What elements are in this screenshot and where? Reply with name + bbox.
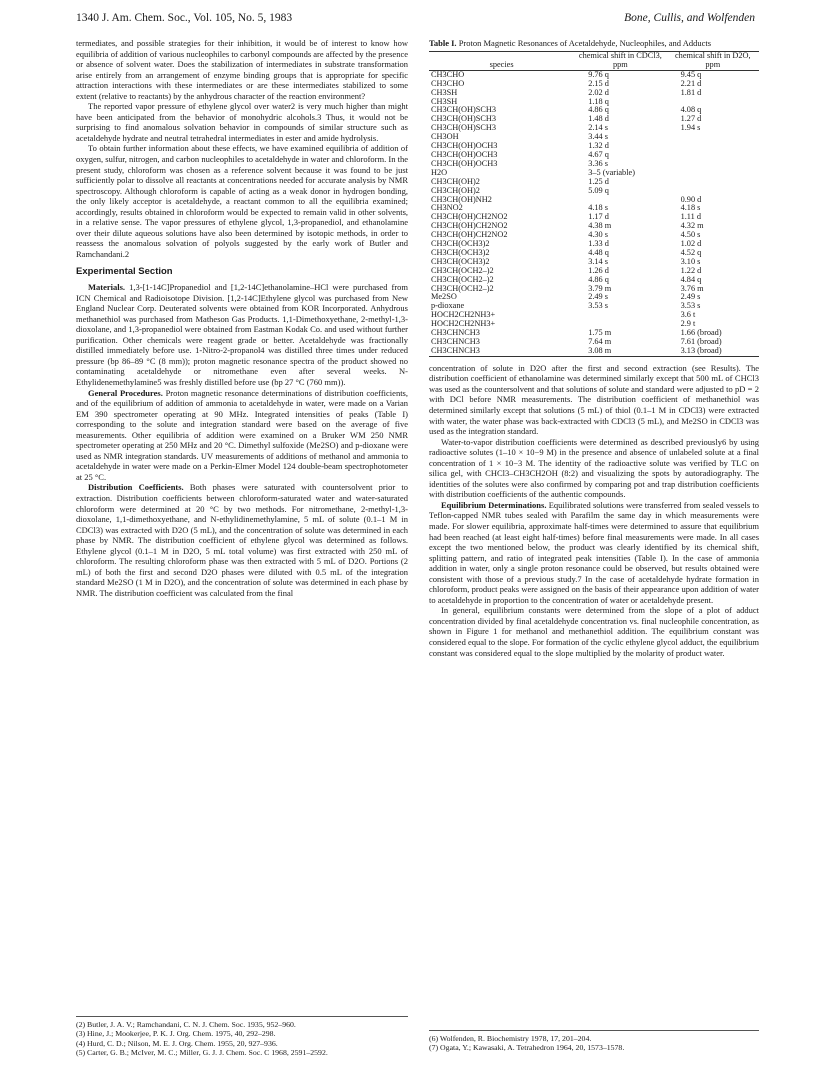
table-cell-d2o: 4.32 m [680,221,704,231]
footnote: (7) Ogata, Y.; Kawasaki, A. Tetrahedron 1964, 20, 1573–1578. [429,1043,625,1053]
table-cell-cdcl3: 4.30 s [588,230,609,240]
table-cell-species: CH3CHO [431,78,465,88]
equilibrium-text: Equilibrated solutions were transferred from sealed vessels to Teflon-capped NMR tubes sealed with Parafilm the same day in which measurements were made. For slower equilibria, approximate half-times were determined to assure that equilibrium had been reached (at least eight half-times) before final measurements were made. In all cases except the two mentioned below, the product was clearly identified by its chemical shift, splitting pattern, and ratio of integrated peak intensities (Table I). In the case of ammonia addition in water, only a single proton resonance could be observed, but results obtained were consistent with those of a previous study.7 In the case of acetaldehyde hydrate formation in chloroform, product peaks were assigned on the basis of their appearance upon addition of water to acetaldehyde in proportion to the concentration of water or acetaldehyde present. [429,499,760,605]
table-cell-species: CH3CH(OH)SCH3 [431,123,496,133]
table-cell-d2o: 2.49 s [680,292,701,302]
footnote: (5) Carter, G. B.; McIver, M. C.; Miller, G. J. J. Chem. Soc. C 1968, 2591–2592. [76,1047,328,1057]
table-cell-cdcl3: 2.02 d [588,87,609,97]
table-cell-cdcl3: 2.49 s [588,292,609,302]
table-cell-species: CH3CH(OH)2 [431,176,480,186]
footnote: (2) Butler, J. A. V.; Ramchandani, C. N. J. Chem. Soc. 1935, 952–960. [76,1020,296,1029]
table-cell-cdcl3: 1.48 d [588,114,609,124]
paragraph-distribution-cont: concentration of solute in D2O after the first and second extraction (see Results). The distribution coefficient of ethanolamine was determined similarly except that 500 mL of CHCl3 was used as the countersolvent and that solutions of solute and standard were adjusted to pD = 2 with DCl before NMR measurements. The distribution coefficient of methanethiol was determined similarly except that solutions (5 mL) of thiol (0.1–1 M in CDCl3) were extracted with water, the water phase was back-extracted with CDCl3 (5 mL), and Me2SO in CDCl3 was used as the integration standard. [429,362,759,437]
table-cell-d2o: 1.81 d [680,87,702,97]
table-cell-species: CH3SH [431,96,458,106]
table-cell-species: CH3NO2 [431,203,463,213]
table-cell-species: CH3CH(OH)SCH3 [431,105,496,115]
table-cell-species: CH3CHNCH3 [431,337,480,346]
table-cell-cdcl3: 3–5 (variable) [588,167,635,177]
table-cell-d2o: 2.21 d [680,78,702,88]
table-cell-d2o: 4.52 q [680,247,702,257]
table-cell-cdcl3: 3.79 m [588,283,612,293]
equilibrium-heading: Equilibrium Determinations. [441,499,547,510]
table-cell-d2o: 4.08 q [680,105,702,115]
footnotes-right [429,1024,759,1053]
table-cell-species: CH3CH(OCH2–)2 [431,265,494,275]
table-cell-cdcl3: 4.38 m [588,221,612,231]
table-cell-species: CH3CH(OH)NH2 [431,194,492,204]
table-cell-species: CH3SH [431,87,458,97]
table-cell-cdcl3: 1.32 d [588,141,609,151]
paragraph-materials [76,282,408,387]
table-cell-d2o: 0.90 d [680,194,702,204]
table-cell-d2o [667,151,759,160]
table-cell-d2o [667,142,759,151]
table-cell-cdcl3: 1.17 d [588,212,609,222]
table-cell-cdcl3: 1.33 d [588,239,609,249]
table-cell-species: CH3OH [431,132,459,142]
table-cell-cdcl3: 4.86 q [588,274,609,284]
table-cell-cdcl3: 4.48 q [588,247,609,257]
table-header-cdcl3: chemical shift in CDCl3, ppm [574,52,666,71]
table-cell-species: CH3CHNCH3 [431,345,480,355]
table-cell-cdcl3: 3.53 s [588,301,609,311]
table-cell-cdcl3: 3.14 s [588,256,609,266]
footnote: (4) Hurd, C. D.; Nilson, M. E. J. Org. Chem. 1955, 20, 927–936. [76,1038,278,1048]
table-cell-species: CH3CH(OCH2–)2 [431,283,494,293]
table-cell-d2o: 1.22 d [680,265,702,275]
intro-continuation: termediates, and possible strategies for their inhibition, it would be of interest to know how equilibria of addition of various nucleophiles to carbonyl compounds are affected by the presence or absence of solvent water. Does the stabilization of intermediates in substrate transformation arise entirely from an arrangement of enzyme binding groups that is appropriate for specific attraction interactions with these intermediates or are these intermediates stabilized to some extent (relative to reactants) by the anhydrous character of the reaction environment? [76,38,408,101]
header-citation: 1340 J. Am. Chem. Soc., Vol. 105, No. 5, 1983 [76,12,293,24]
table-cell-species: CH3CH(OH)OCH3 [431,141,498,151]
table-cell-species: CH3CHNCH3 [431,328,480,338]
running-header [76,12,755,28]
section-title-experimental: Experimental Section [76,266,173,278]
table-cell-d2o: 9.45 q [680,69,702,79]
table-cell-d2o [667,169,759,178]
table-cell-d2o: 1.66 (broad) [680,328,722,338]
table-caption-label: Table I. [429,38,457,48]
paragraph-equilibrium [429,500,759,605]
table-cell-d2o: 4.84 q [680,274,702,284]
table-cell-species: CH3CH(OCH3)2 [431,239,490,249]
table-cell-d2o: 3.6 t [680,310,696,320]
table-cell-cdcl3: 1.75 m [588,328,612,338]
table-cell-species: CH3CH(OH)CH2NO2 [431,230,508,240]
table-cell-species: p-dioxane [431,301,465,311]
distribution-heading: Distribution Coefficients. [88,482,184,493]
table-cell-d2o: 1.02 d [680,239,702,249]
table-cell-d2o: 3.76 m [680,283,704,293]
table-cell-cdcl3: 1.25 d [588,176,609,186]
paragraph-equilibrium-constants: In general, equilibrium constants were determined from the slope of a plot of adduct concentration divided by final acetaldehyde concentration vs. final nucleophile concentration, as shown in Figure 1 for methanol and methanethiol addition. The equilibrium constant was considered equal to the slope. For formation of the cyclic ethylene glycol adduct, the equilibrium constant was considered equal to the slope multiplied by the molarity of product water. [429,605,759,658]
general-procedures-text: Proton magnetic resonance determinations of distribution coefficients, and of the equilibrium of addition of ammonia to acetaldehyde in water, were made on a Varian EM 390 spectrometer operating at 90 MHz. Integrated intensities of peaks (Table I) corresponding to the solute and integration standard were based on the average of five measurements. Other equilibria of addition were examined on a Bruker WM 250 NMR spectrometer operating at 250 MHz and 20 °C. Dimethyl sulfoxide (Me2SO) and p-dioxane were used as NMR integration standards. UV measurements of additions of methanol and ammonia to acetaldehyde in water were made on a Perkin-Elmer Model 124 double-beam spectrophotometer at 25 °C. [76,387,408,482]
table-cell-cdcl3: 1.18 q [588,96,609,106]
nmr-table [429,51,759,357]
table-cell-species: CH3CH(OCH3)2 [431,247,490,257]
table-row [429,347,759,356]
table-cell-species: CH3CH(OH)CH2NO2 [431,221,508,231]
paragraph-distribution [76,482,408,598]
table-cell-species: HOCH2CH2NH3+ [431,310,496,320]
table-cell-d2o [667,178,759,187]
materials-text: 1,3-[1-14C]Propanediol and [1,2-14C]ethanolamine–HCl were purchased from ICN Chemical and Radioisotope Division. [1,2-14C]Ethylene glycol was purchased from New England Nuclear Corp. Deuterated solvents were obtained from KOR Incorporated. Anhydrous methanethiol was purchased from Matheson Gas Products. 1,1-Dimethoxyethane, 2-methyl-1,3-dioxolane, and 1,3-propanediol were obtained from Eastman Kodak Co. and used without further purification. Other chemicals were reagent grade or better. Acetaldehyde was fractionally distilled immediately before use. 1-Nitro-2-propanol4 was distilled three times under reduced pressure (bp 86–89 °C (8 mm)); proton magnetic resonance spectra of the product showed no contaminating acetaldehyde or nitromethane even after several weeks. N-Ethylidenemethylamine5 was freshly distilled before use (bp 27 °C (760 mm)). [76,282,409,387]
table-caption-text: Proton Magnetic Resonances of Acetaldehyde, Nucleophiles, and Adducts [458,38,712,48]
table-cell-species: CH3CH(OH)CH2NO2 [431,212,508,222]
paragraph-study-aims: To obtain further information about these effects, we have examined equilibria of addition of oxygen, sulfur, nitrogen, and carbon nucleophiles to acetaldehyde in water and chloroform. In the present study, chloroform was chosen as a reference solvent because it was found to be just sufficiently polar to dissolve all reactants at concentrations needed for accurate analysis by NMR spectroscopy. Although chloroform is capable of acting as a weak donor in hydrogen bonding, the only likely acceptor is acetaldehyde, a reactant common to all the equilibria examined; accordingly, results obtained in chloroform would be expected to remain valid in other solvents, in a relative sense. The vapor pressures of ethylene glycol, 1,3-propanediol, and ethanolamine over their dilute aqueous solutions have also been determined by isotopic methods, in order to reassess the anomalous solvation of polyols suggested by the early work of Butler and Ramchandani.2 [76,143,408,259]
table-cell-cdcl3: 3.36 s [588,158,609,168]
table-cell-d2o: 1.94 s [680,123,701,133]
materials-heading: Materials. [88,282,126,293]
table-cell-species: HOCH2CH2NH3+ [431,319,496,329]
distribution-text: Both phases were saturated with countersolvent prior to extraction. Distribution coefficients between chloroform-saturated water and water-saturated chloroform were determined at 20 °C by two methods. For nitromethane, 2-methyl-1,3-dioxolane, 1,1-dimethoxyethane, and N-ethylidinemethylamine, 5 mL of solute (0.1–1 M in CDCl3) was extracted with D2O (5 mL), and the concentration of solute was determined in each phase by NMR. The distribution coefficient of ethylene glycol was determined as follows. Ethylene glycol (0.1–1 M in D2O, 5 mL total volume) was first extracted with 250 mL of chloroform. The resulting chloroform phase was then extracted with 5 mL of D2O. Portions (2 mL) of both the first and second D2O phases were diluted with 0.5 mL of the integration standard Me2SO (1 M in D2O), and the concentration of solute was determined in each phase by NMR. The distribution coefficient was calculated from the final [76,482,408,598]
table-cell-d2o: 3.53 s [680,301,701,311]
table-cell-species: CH3CHO [431,69,465,79]
table-cell-cdcl3: 4.18 s [588,203,609,213]
footnotes-left [76,1010,408,1057]
table-cell-species: Me2SO [431,292,457,302]
table-cell-species: CH3CH(OH)SCH3 [431,114,496,124]
footnote-divider [429,1030,759,1031]
table-cell-cdcl3: 7.64 m [588,337,612,346]
right-column [429,38,759,658]
header-authors: Bone, Cullis, and Wolfenden [624,12,755,24]
table-header-d2o: chemical shift in D2O, ppm [667,52,759,71]
table-cell-d2o: 3.13 (broad) [680,345,722,355]
table-cell-d2o: 4.50 s [680,230,701,240]
table-cell-d2o: 2.9 t [680,319,696,329]
table-cell-cdcl3: 5.09 q [588,185,609,195]
left-column [76,38,408,598]
table-cell-species: CH3CH(OH)2 [431,185,480,195]
table-cell-cdcl3: 9.76 q [588,69,609,79]
table-cell-species: CH3CH(OCH2–)2 [431,274,494,284]
table-cell-d2o: 4.18 s [680,203,701,213]
table-cell-d2o: 3.10 s [680,256,701,266]
footnote: (6) Wolfenden, R. Biochemistry 1978, 17, 201–204. [429,1034,592,1043]
paragraph-general-procedures [76,388,408,483]
general-procedures-heading: General Procedures. [88,387,163,398]
table-cell-d2o [667,160,759,169]
table-cell-species: CH3CH(OCH3)2 [431,256,490,266]
table-cell-d2o: 1.11 d [680,212,702,222]
footnote-divider [76,1016,408,1017]
table-body [429,70,759,356]
table-cell-d2o: 1.27 d [680,114,702,124]
table-cell-cdcl3: 4.67 q [588,149,609,159]
table-header-species: species [429,52,574,71]
paragraph-vapor-pressure: The reported vapor pressure of ethylene glycol over water2 is very much higher than might have been anticipated from the behavior of monohydric alcohols.3 Thus, it would not be surprising to find anomalous solvation behavior in compounds of similar structure such as acetaldehyde hydrate and neutral tetrahedral intermediates in ester and amide hydrolysis. [76,101,408,143]
table-cell-cdcl3: 3.08 m [588,345,612,355]
table-cell-cdcl3: 2.15 d [588,78,609,88]
table-cell-d2o [667,133,759,142]
table-cell-cdcl3: 1.26 d [588,265,609,275]
table-caption [429,38,759,48]
table-cell-cdcl3: 4.86 q [588,105,609,115]
table-cell-species: H2O [431,167,448,177]
table-cell-cdcl3 [574,311,666,320]
table-cell-species: CH3CH(OH)OCH3 [431,149,498,159]
table-cell-cdcl3: 2.14 s [588,123,609,133]
table-cell-d2o: 7.61 (broad) [680,337,722,346]
table-cell-cdcl3: 3.44 s [588,132,609,142]
paragraph-water-vapor: Water-to-vapor distribution coefficients were determined as described previously6 by using radioactive solutes (1–10 × 10−9 M) in the presence and absence of unlabeled solute at a final concentration of 1 × 10−3 M. The identity of the radioactive solute was verified by TLC on silica gel, with CHCl3–CH3CH2OH (8:2) and visualizing the spots by autoradiography. The identities of the solutes were also confirmed by comparing pot and trap distribution coefficients with distribution coefficients of the authentic compounds. [429,436,759,500]
table-cell-species: CH3CH(OH)OCH3 [431,158,498,168]
footnote: (3) Hine, J.; Mookerjee, P. K. J. Org. Chem. 1975, 40, 292–298. [76,1029,276,1039]
